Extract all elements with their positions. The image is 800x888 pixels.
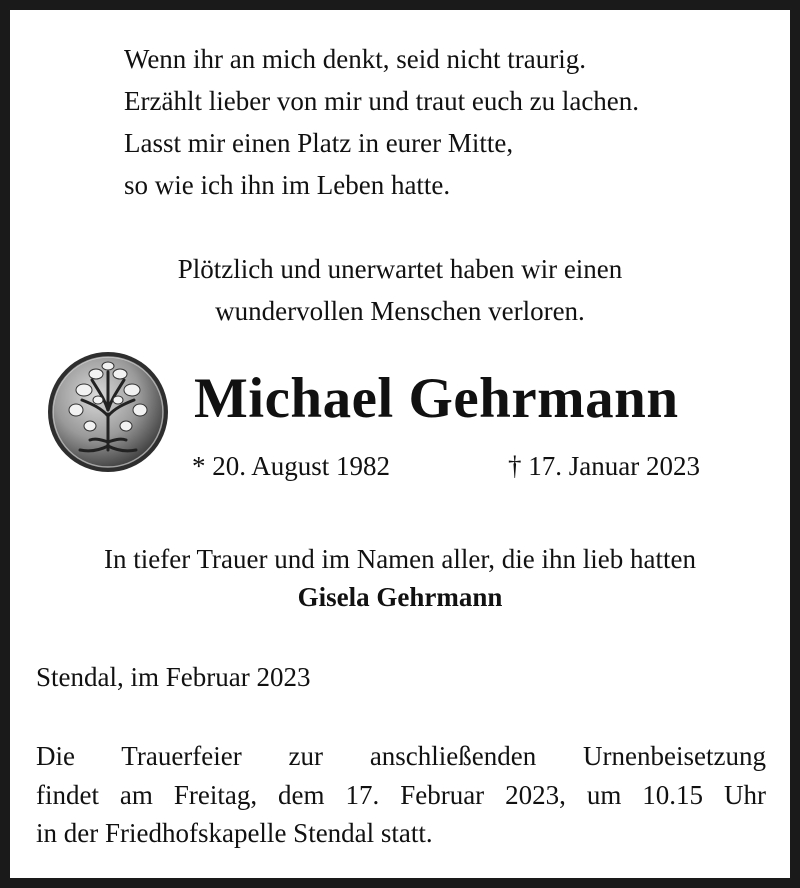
mourners-intro: In tiefer Trauer und im Namen aller, die ihn lieb hatten <box>104 544 696 574</box>
death-date: † 17. Januar 2023 <box>508 451 700 481</box>
announcement-line: wundervollen Menschen verloren. <box>215 296 585 326</box>
tree-of-life-icon <box>46 350 170 474</box>
funeral-service-info <box>36 737 766 853</box>
announcement-line: Plötzlich und unerwartet haben wir einen <box>177 254 623 284</box>
poem-line: Lasst mir einen Platz in eurer Mitte, <box>124 128 514 158</box>
mourner-signature: Gisela Gehrmann <box>297 582 503 612</box>
service-line: Die Trauerfeier zur anschließenden Urnenbeisetzung <box>36 741 766 771</box>
memorial-poem <box>124 38 639 206</box>
loss-announcement <box>10 248 790 332</box>
service-line: findet am Freitag, dem 17. Februar 2023, um 10.15 Uhr <box>36 779 766 810</box>
poem-line: Erzählt lieber von mir und traut euch zu lachen. <box>124 86 640 116</box>
service-line: in der Friedhofskapelle Stendal statt. <box>36 818 433 848</box>
place-and-date: Stendal, im Februar 2023 <box>36 662 311 692</box>
mourners-block <box>10 540 790 616</box>
poem-line: Wenn ihr an mich denkt, seid nicht traurig. <box>124 44 586 74</box>
birth-date: * 20. August 1982 <box>192 451 391 481</box>
deceased-name: Michael Gehrmann <box>194 367 679 430</box>
poem-line: so wie ich ihn im Leben hatte. <box>124 170 451 200</box>
